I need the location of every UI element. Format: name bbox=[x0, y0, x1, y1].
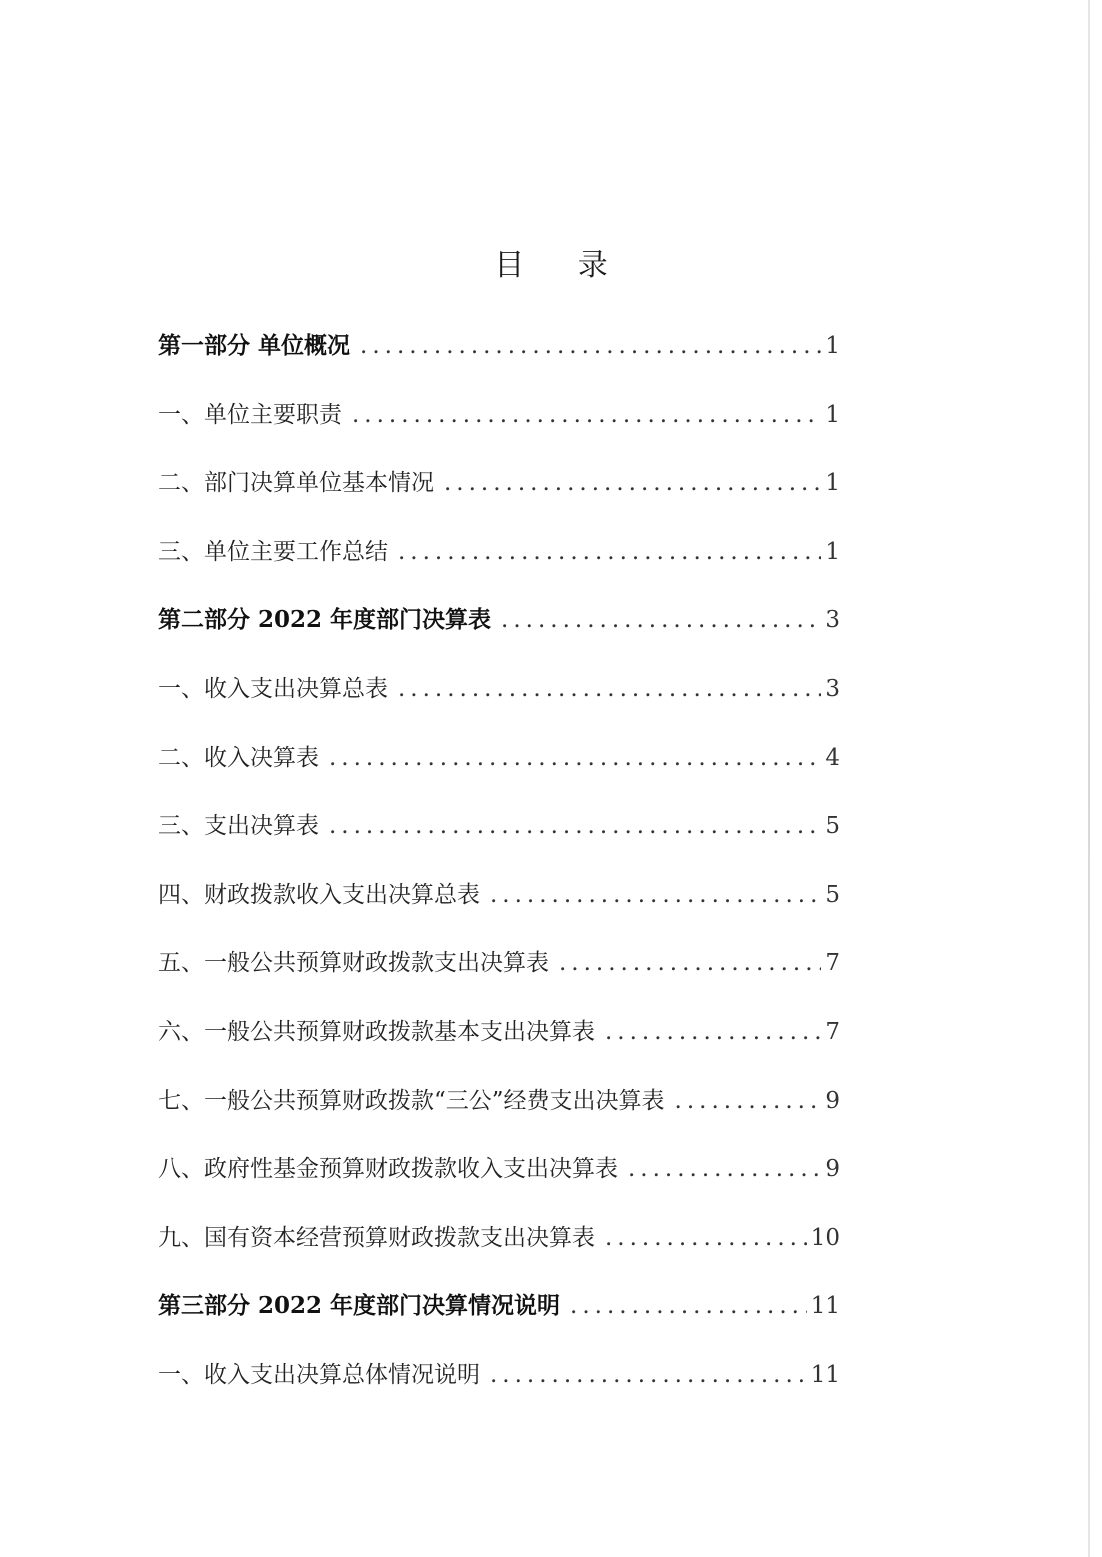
toc-page-number: 5 bbox=[825, 881, 840, 908]
toc-page-number: 11 bbox=[810, 1361, 840, 1388]
toc-entry-label: 一、收入支出决算总体情况说明 bbox=[158, 1361, 480, 1388]
toc-page-number: 3 bbox=[825, 607, 840, 634]
toc-entry[interactable] bbox=[158, 1355, 840, 1424]
toc-page-number: 1 bbox=[825, 401, 840, 428]
toc-entry[interactable] bbox=[158, 1149, 840, 1218]
page-title: 目 录 bbox=[494, 248, 630, 283]
toc-page-number: 1 bbox=[825, 470, 840, 497]
toc-entry-label: 二、部门决算单位基本情况 bbox=[158, 470, 434, 497]
toc-page-number: 1 bbox=[825, 538, 840, 565]
toc-dot-leader bbox=[352, 395, 821, 435]
toc-dot-leader bbox=[628, 1149, 821, 1189]
toc-entry-label: 四、财政拨款收入支出决算总表 bbox=[158, 881, 480, 908]
toc-dot-leader bbox=[398, 669, 821, 709]
toc-dot-leader bbox=[398, 532, 821, 572]
toc-entry[interactable] bbox=[158, 1218, 840, 1287]
toc-page-number: 10 bbox=[810, 1224, 840, 1251]
toc-entry-label: 九、国有资本经营预算财政拨款支出决算表 bbox=[158, 1224, 595, 1251]
toc-dot-leader bbox=[570, 1286, 807, 1326]
toc-entry[interactable] bbox=[158, 600, 840, 669]
toc-entry-label: 第二部分 2022 年度部门决算表 bbox=[158, 606, 492, 634]
toc-entry-label: 一、收入支出决算总表 bbox=[158, 675, 388, 702]
toc-entry-label: 五、一般公共预算财政拨款支出决算表 bbox=[158, 950, 549, 977]
toc-page-number: 5 bbox=[825, 813, 840, 840]
toc-entry[interactable] bbox=[158, 669, 840, 738]
toc-page-number: 4 bbox=[825, 744, 840, 771]
toc-page-number: 1 bbox=[825, 333, 840, 359]
toc-page-number: 9 bbox=[825, 1156, 840, 1183]
toc-page-number: 7 bbox=[825, 950, 840, 977]
toc-dot-leader bbox=[490, 875, 821, 915]
toc-dot-leader bbox=[329, 806, 821, 846]
toc-dot-leader bbox=[360, 326, 821, 366]
toc-page-number: 9 bbox=[825, 1087, 840, 1114]
toc-dot-leader bbox=[559, 943, 821, 983]
toc-entry-label: 二、收入决算表 bbox=[158, 744, 319, 771]
toc-entry-label: 八、政府性基金预算财政拨款收入支出决算表 bbox=[158, 1156, 618, 1183]
toc-entry[interactable] bbox=[158, 532, 840, 601]
toc-entry[interactable] bbox=[158, 943, 840, 1012]
toc-dot-leader bbox=[605, 1012, 821, 1052]
toc-entry[interactable] bbox=[158, 1012, 840, 1081]
toc-entry[interactable] bbox=[158, 1286, 840, 1355]
table-of-contents bbox=[158, 326, 840, 1424]
toc-entry[interactable] bbox=[158, 1081, 840, 1150]
toc-page-number: 11 bbox=[810, 1293, 840, 1320]
toc-entry[interactable] bbox=[158, 395, 840, 464]
toc-entry[interactable] bbox=[158, 463, 840, 532]
toc-dot-leader bbox=[444, 463, 821, 503]
toc-entry[interactable] bbox=[158, 875, 840, 944]
toc-dot-leader bbox=[605, 1218, 807, 1258]
toc-entry-label: 七、一般公共预算财政拨款“三公”经费支出决算表 bbox=[158, 1087, 665, 1114]
toc-entry[interactable] bbox=[158, 806, 840, 875]
toc-entry[interactable] bbox=[158, 738, 840, 807]
toc-entry-label: 第一部分 单位概况 bbox=[158, 332, 351, 359]
toc-entry-label: 第三部分 2022 年度部门决算情况说明 bbox=[158, 1292, 561, 1320]
toc-entry-label: 三、支出决算表 bbox=[158, 813, 319, 840]
toc-page-number: 7 bbox=[825, 1018, 840, 1045]
toc-dot-leader bbox=[675, 1081, 822, 1121]
toc-dot-leader bbox=[501, 600, 821, 640]
toc-entry-label: 一、单位主要职责 bbox=[158, 401, 342, 428]
toc-entry[interactable] bbox=[158, 326, 840, 395]
toc-entry-label: 六、一般公共预算财政拨款基本支出决算表 bbox=[158, 1018, 595, 1045]
toc-dot-leader bbox=[329, 738, 821, 778]
page-edge-shadow bbox=[1088, 0, 1090, 1557]
toc-dot-leader bbox=[490, 1355, 807, 1395]
toc-page-number: 3 bbox=[825, 675, 840, 702]
toc-entry-label: 三、单位主要工作总结 bbox=[158, 538, 388, 565]
